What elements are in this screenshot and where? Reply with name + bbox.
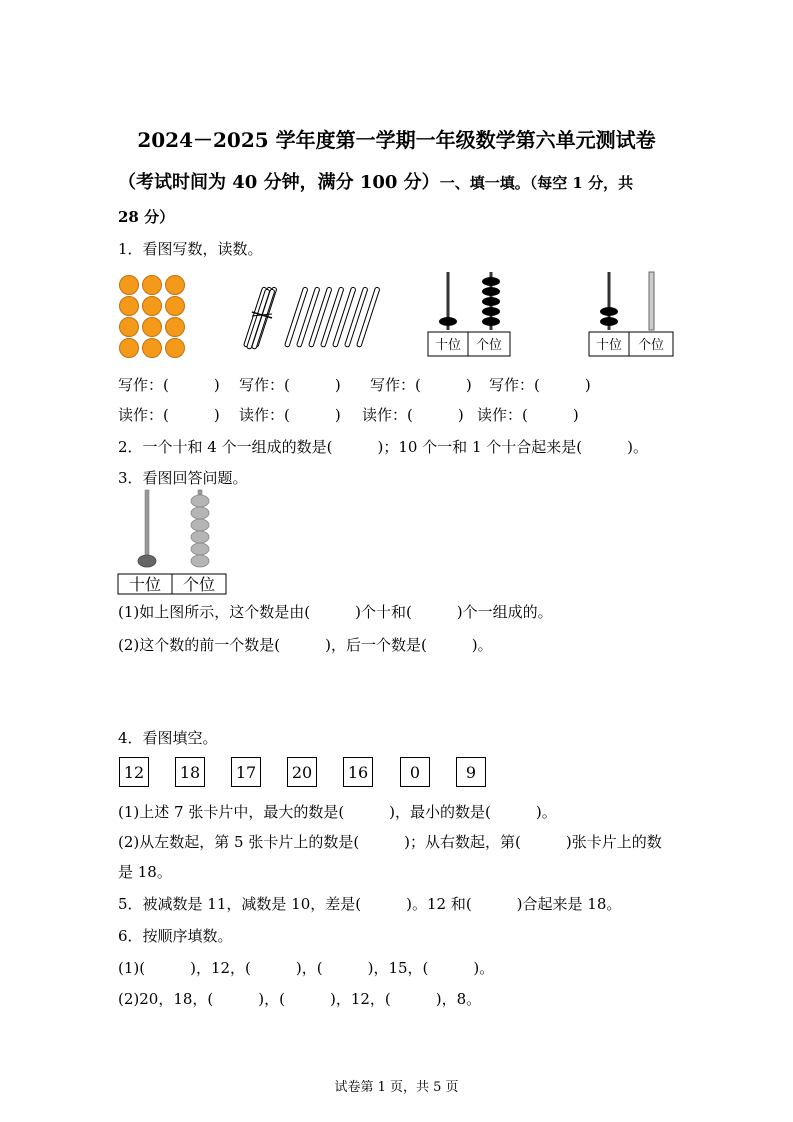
number-card: 18 — [175, 757, 205, 787]
q4-part2-end: 是 18。 — [118, 863, 172, 881]
counter-grid — [120, 276, 185, 358]
section-heading: 一、填一填。（每空 1 分，共 — [439, 174, 634, 192]
page-footer: 试卷第 1 页，共 5 页 — [334, 1080, 459, 1095]
abacus-2-tens-label: 十位 — [595, 338, 623, 353]
bead — [600, 307, 618, 316]
counter — [120, 297, 139, 316]
stick — [285, 287, 308, 347]
stick — [321, 287, 344, 347]
read-answer-3[interactable]: 读作：( ) — [362, 406, 464, 424]
number-card: 20 — [287, 757, 317, 787]
bead — [482, 277, 500, 286]
single-sticks — [285, 287, 380, 347]
counter — [166, 339, 185, 358]
bead — [191, 507, 209, 519]
stick-bundle — [244, 287, 277, 349]
write-answer-3[interactable]: 写作：( ) — [370, 376, 472, 394]
abacus-3-tens-label: 十位 — [128, 575, 162, 594]
stick — [345, 287, 368, 347]
read-answer-2[interactable]: 读作：( ) — [239, 406, 341, 424]
counter-grid-image — [115, 268, 190, 360]
stick — [357, 287, 380, 347]
stick — [309, 287, 332, 347]
bead — [191, 531, 209, 543]
read-answer-4[interactable]: 读作：( ) — [477, 406, 579, 424]
counter — [120, 276, 139, 295]
number-card: 16 — [343, 757, 373, 787]
abacus-1-ones-label: 个位 — [475, 338, 503, 353]
write-answer-2[interactable]: 写作：( ) — [239, 376, 341, 394]
bead — [191, 543, 209, 555]
q6-stem: 6．按顺序填数。 — [118, 927, 233, 945]
bead — [482, 287, 500, 296]
abacus-1-ones-beads — [482, 277, 500, 326]
bead — [191, 555, 209, 567]
counter — [166, 297, 185, 316]
abacus-3-ones-label: 个位 — [182, 575, 216, 594]
bead — [191, 495, 209, 507]
bead — [191, 519, 209, 531]
q4-stem: 4．看图填空。 — [118, 729, 218, 747]
counter — [166, 318, 185, 337]
abacus-1-tens-beads — [439, 317, 457, 326]
read-answer-1[interactable]: 读作：( ) — [118, 406, 220, 424]
abacus-3-tens-beads — [138, 555, 156, 567]
stick — [333, 287, 356, 347]
abacus-3-ones-beads — [191, 495, 209, 567]
bead — [439, 317, 457, 326]
exam-info: （考试时间为 40 分钟，满分 100 分） — [118, 172, 440, 193]
number-card: 9 — [456, 757, 486, 787]
counter — [120, 318, 139, 337]
abacus-2-ones-label: 个位 — [637, 338, 665, 353]
counter — [143, 339, 162, 358]
write-answer-4[interactable]: 写作：( ) — [489, 376, 591, 394]
q6-part1[interactable]: (1)( )，12，( )，( )，15，( )。 — [118, 959, 495, 977]
sticks-image — [238, 282, 380, 354]
bead — [600, 317, 618, 326]
stick — [297, 287, 320, 347]
section-heading-end: 28 分） — [118, 208, 175, 226]
write-answer-1[interactable]: 写作：( ) — [118, 376, 220, 394]
q6-part2[interactable]: (2)20，18，( )，( )，12，( )，8。 — [118, 990, 482, 1008]
q2-text[interactable]: 2．一个十和 4 个一组成的数是( )；10 个一和 1 个十合起来是( )。 — [118, 438, 648, 456]
exam-title: 2024－2025 学年度第一学期一年级数学第六单元测试卷 — [137, 128, 656, 152]
bead — [482, 297, 500, 306]
exam-subtitle — [118, 168, 633, 194]
q3-part2[interactable]: (2)这个数的前一个数是( )，后一个数是( )。 — [118, 636, 493, 654]
counter — [143, 297, 162, 316]
counter — [143, 276, 162, 295]
number-card: 0 — [400, 757, 430, 787]
counter — [143, 318, 162, 337]
number-card: 12 — [119, 757, 149, 787]
abacus-3 — [117, 488, 229, 596]
number-card: 17 — [231, 757, 261, 787]
q4-part2[interactable]: (2)从左数起，第 5 张卡片上的数是( )；从右数起，第( )张卡片上的数 — [118, 833, 662, 851]
abacus-1 — [426, 270, 512, 360]
counter — [120, 339, 139, 358]
q3-part1[interactable]: (1)如上图所示，这个数是由( )个十和( )个一组成的。 — [118, 603, 553, 621]
abacus-1-tens-label: 十位 — [434, 338, 462, 353]
abacus-2 — [587, 270, 677, 360]
bead — [138, 555, 156, 567]
bead — [482, 317, 500, 326]
bead — [482, 307, 500, 316]
q1-stem: 1．看图写数，读数。 — [118, 240, 263, 258]
q5-text[interactable]: 5．被减数是 11，减数是 10，差是( )。12 和( )合起来是 18。 — [118, 895, 622, 913]
counter — [166, 276, 185, 295]
q4-part1[interactable]: (1)上述 7 张卡片中，最大的数是( )，最小的数是( )。 — [118, 803, 557, 821]
q3-stem: 3．看图回答问题。 — [118, 469, 248, 487]
